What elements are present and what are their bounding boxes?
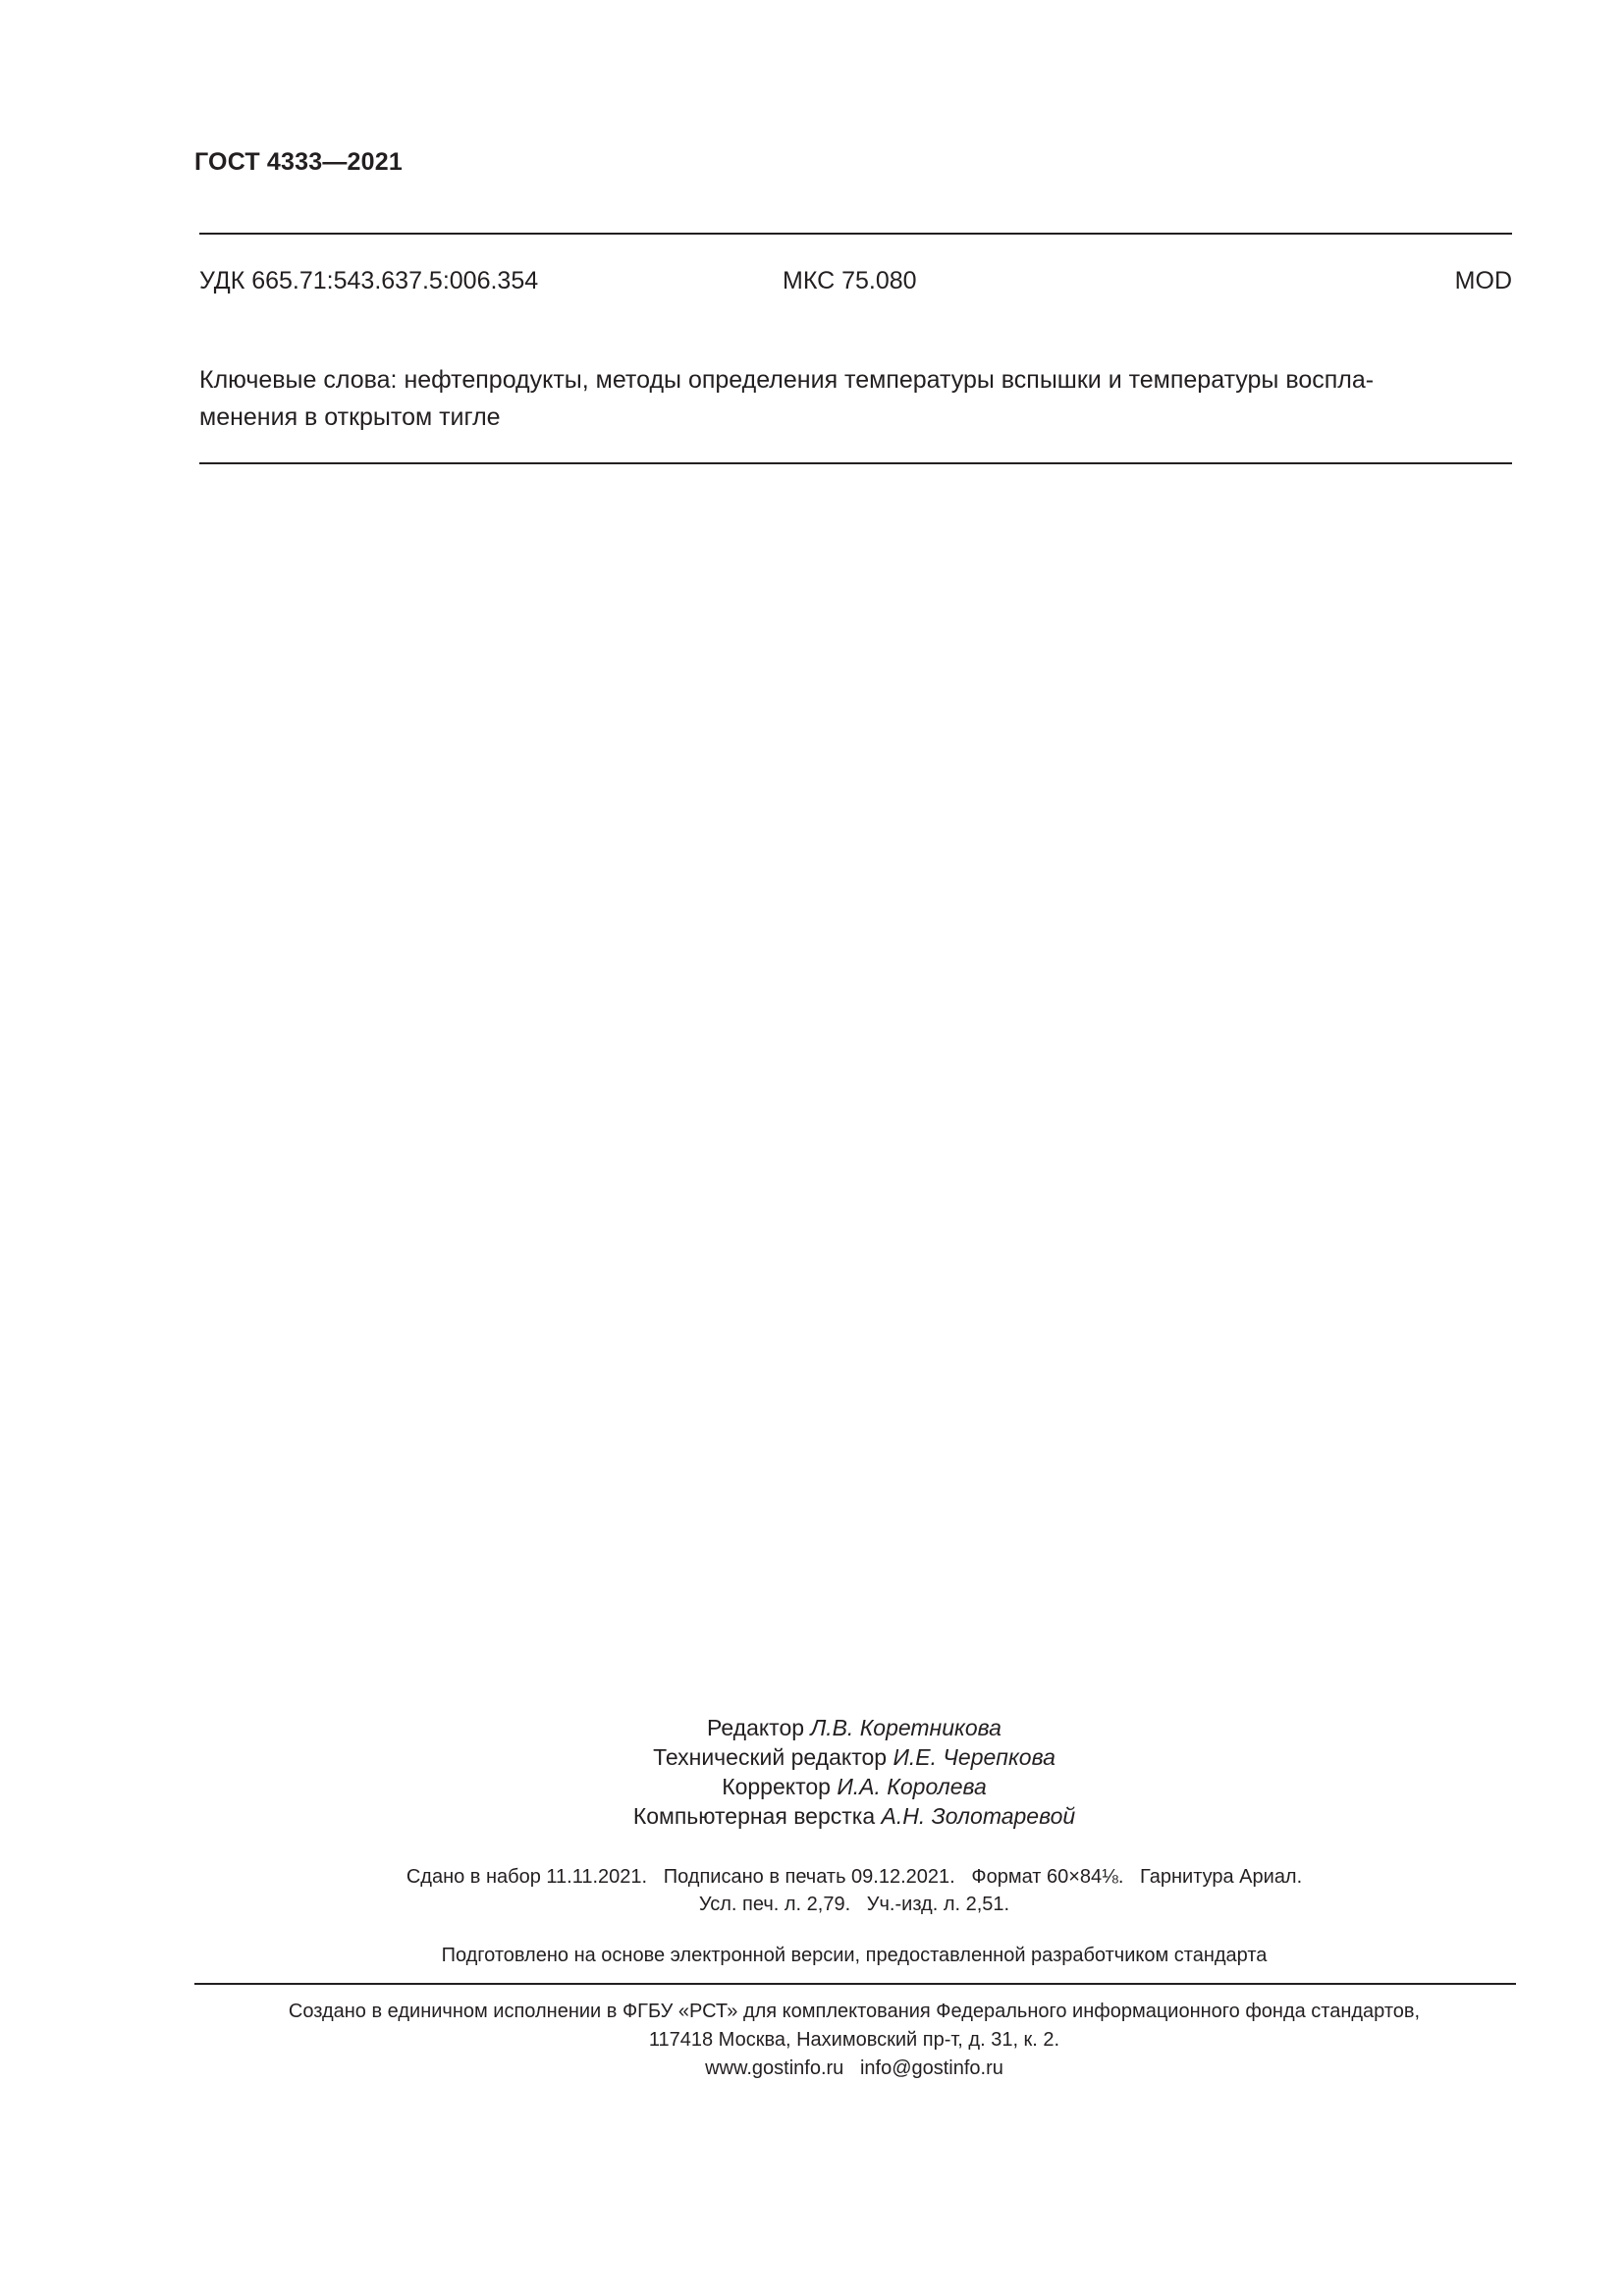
- publication-line-1: Сдано в набор 11.11.2021. Подписано в печать 09.12.2021. Формат 60×84⅛. Гарнитура Ариал.: [406, 1866, 1303, 1888]
- credit-tech-editor: [0, 1742, 1624, 1772]
- credit-layout: [0, 1801, 1624, 1831]
- footer-divider: [194, 1983, 1516, 1985]
- document-code: ГОСТ 4333—2021: [194, 148, 403, 176]
- keywords: [199, 361, 1512, 436]
- top-divider: [199, 233, 1512, 235]
- credit-name: И.А. Королева: [837, 1774, 987, 1799]
- keywords-divider: [199, 462, 1512, 464]
- prepared-note: Подготовлено на основе электронной версии, предоставленной разработчиком стандарта: [441, 1945, 1268, 1966]
- footer-contacts: www.gostinfo.ru info@gostinfo.ru: [705, 2057, 1003, 2079]
- credit-editor: [0, 1713, 1624, 1742]
- classification-row: [199, 267, 1512, 300]
- credit-name: И.Е. Черепкова: [893, 1744, 1056, 1770]
- udk-code: УДК 665.71:543.637.5:006.354: [199, 267, 539, 294]
- credit-role: Редактор: [707, 1715, 805, 1740]
- footer-address: 117418 Москва, Нахимовский пр-т, д. 31, к. 2.: [648, 2029, 1060, 2051]
- mks-code: МКС 75.080: [783, 267, 917, 294]
- footer-line-1: Создано в единичном исполнении в ФГБУ «РСТ» для комплектования Федерального информационного фонда стандартов,: [288, 2001, 1421, 2022]
- publication-info: [0, 1863, 1624, 1918]
- mod-label: MOD: [1454, 267, 1512, 294]
- editorial-credits: [0, 1713, 1624, 1831]
- footer: [0, 1998, 1624, 2083]
- keywords-line-2: менения в открытом тигле: [199, 403, 501, 431]
- credit-name: Л.В. Коретникова: [810, 1715, 1001, 1740]
- keywords-line-1: Ключевые слова: нефтепродукты, методы определения температуры вспышки и температуры воспла-: [199, 366, 1375, 394]
- credit-role: Компьютерная верстка: [632, 1803, 876, 1829]
- credit-proofreader: [0, 1772, 1624, 1801]
- publication-line-2: Усл. печ. л. 2,79. Уч.-изд. л. 2,51.: [698, 1894, 1010, 1915]
- credit-role: Технический редактор: [653, 1744, 888, 1770]
- credit-name: А.Н. Золотаревой: [881, 1803, 1076, 1829]
- credit-role: Корректор: [722, 1774, 831, 1799]
